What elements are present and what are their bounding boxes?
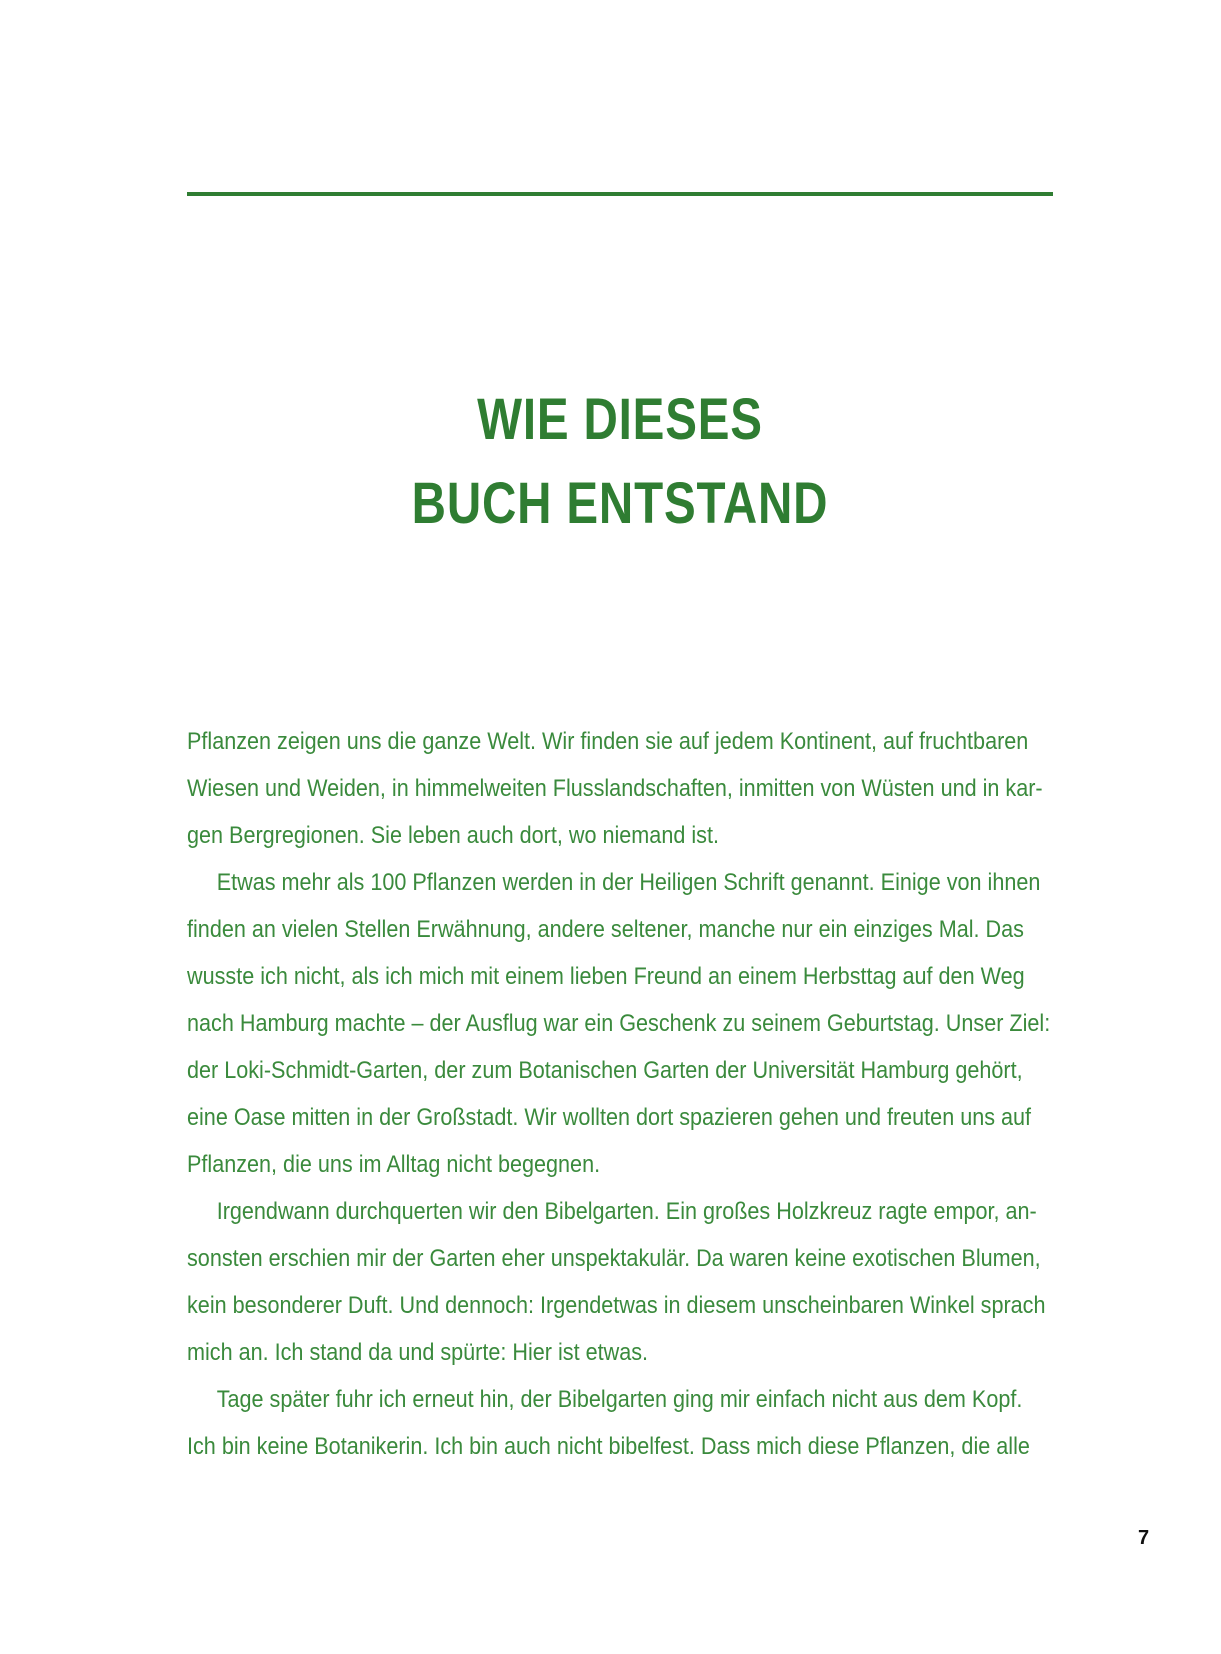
text-line: Wiesen und Weiden, in himmelweiten Flusslandschaften, inmitten von Wüsten und in kar-: [187, 775, 1043, 802]
chapter-title-line-2: BUCH ENTSTAND: [411, 471, 829, 536]
text-line: finden an vielen Stellen Erwähnung, andere seltener, manche nur ein einziges Mal. Das: [187, 916, 1024, 943]
text-line: nach Hamburg machte – der Ausflug war ein Geschenk zu seinem Geburtstag. Unser Ziel:: [187, 1010, 1051, 1037]
text-line: der Loki-Schmidt-Garten, der zum Botanischen Garten der Universität Hamburg gehört,: [187, 1057, 1023, 1084]
text-line: sonsten erschien mir der Garten eher unspektakulär. Da waren keine exotischen Blumen,: [187, 1245, 1041, 1272]
text-line: Pflanzen zeigen uns die ganze Welt. Wir finden sie auf jedem Kontinent, auf fruchtbaren: [187, 728, 1029, 755]
text-line: kein besonderer Duft. Und dennoch: Irgendetwas in diesem unscheinbaren Winkel sprach: [187, 1292, 1046, 1319]
body-text: [187, 718, 1053, 1470]
text-line: Pflanzen, die uns im Alltag nicht begegnen.: [187, 1151, 601, 1178]
text-line: Ich bin keine Botanikerin. Ich bin auch nicht bibelfest. Dass mich diese Pflanzen, die alle: [187, 1433, 1030, 1460]
top-divider-rule: [187, 192, 1053, 196]
text-line: mich an. Ich stand da und spürte: Hier ist etwas.: [187, 1339, 649, 1366]
text-line: gen Bergregionen. Sie leben auch dort, wo niemand ist.: [187, 822, 719, 849]
text-line: eine Oase mitten in der Großstadt. Wir wollten dort spazieren gehen und freuten uns auf: [187, 1104, 1032, 1131]
chapter-title-line-1: WIE DIESES: [477, 387, 763, 452]
text-line: wusste ich nicht, als ich mich mit einem lieben Freund an einem Herbsttag auf den Weg: [187, 963, 1025, 990]
text-line-paragraph-start: Irgendwann durchquerten wir den Bibelgarten. Ein großes Holzkreuz ragte empor, an-: [216, 1198, 1037, 1225]
chapter-title: [265, 378, 975, 546]
page-number: 7: [1138, 1527, 1150, 1549]
text-line-paragraph-start: Etwas mehr als 100 Pflanzen werden in der Heiligen Schrift genannt. Einige von ihnen: [216, 869, 1041, 896]
text-line-paragraph-start: Tage später fuhr ich erneut hin, der Bibelgarten ging mir einfach nicht aus dem Kopf.: [216, 1386, 1023, 1413]
